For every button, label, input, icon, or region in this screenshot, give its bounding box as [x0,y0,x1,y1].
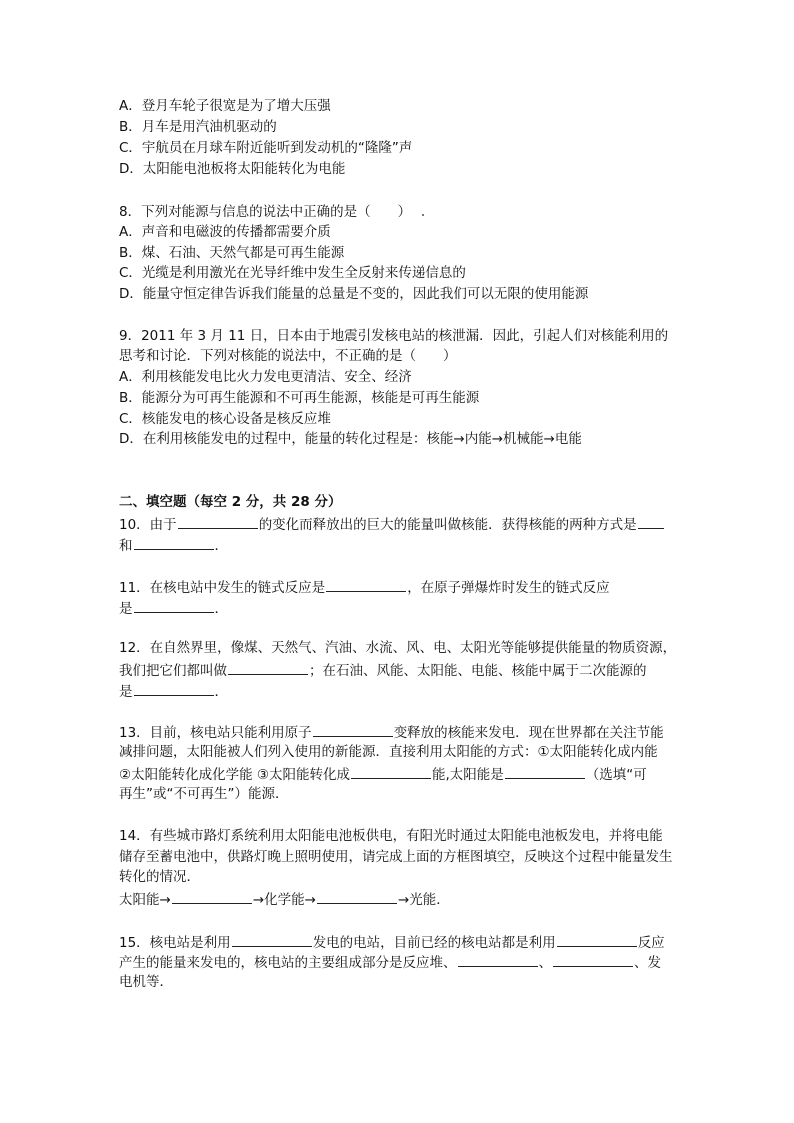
q12-text-d: ． [214,684,228,700]
q10-blank-2[interactable] [638,514,664,529]
q10-text-b: 的变化而释放出的巨大的能量叫做核能．获得核能的两种方式是 [258,517,637,533]
q11-blank-2[interactable] [134,598,214,613]
q11-text-b: ，在原子弹爆炸时发生的链式反应 [407,580,610,596]
q15-blank-4[interactable] [553,952,633,967]
q13-blank-1[interactable] [313,722,393,737]
q15-text-d: 产生的能量来发电的，核电站的主要组成部分是反应堆、 [119,955,457,971]
q13-text-c: ②太阳能转化成化学能 ③太阳能转化成 [119,767,350,783]
q8-option-c: C．光缆是利用激光在光导纤维中发生全反射来传递信息的 [119,265,466,281]
q13-line2: 减排问题，太阳能被人们列入使用的新能源．直接利用太阳能的方式：①太阳能转化成内能 [119,744,658,760]
q11-line1 [119,577,610,597]
q7-option-d: D．太阳能电池板将太阳能转化为电能 [119,161,346,177]
q10-line1 [119,514,665,534]
q10-blank-1[interactable] [178,514,258,529]
q14-text-b: →化学能→ [252,892,316,908]
q15-line2 [119,952,661,972]
q14-line4 [119,889,450,909]
q15-blank-1[interactable] [232,932,312,947]
q12-line1: 12．在自然界里，像煤、天然气、汽油、水流、风、电、太阳光等能够提供能量的物质资源， [119,640,677,656]
q9-stem-line1: 9．2011 年 3 月 11 日，日本由于地震引发核电站的核泄漏．因此，引起人们对核能利用的 [119,328,669,344]
q11-text-d: ． [214,601,228,617]
q12-text-c: 是 [119,684,133,700]
q15-blank-2[interactable] [557,932,637,947]
scan-speck [422,214,424,216]
q12-blank-1[interactable] [228,660,308,675]
q13-line3 [119,764,647,784]
q14-line2: 储存至蓄电池中，供路灯晚上照明使用，请完成上面的方框图填空，反映这个过程中能量发生 [119,849,673,865]
q14-line3: 转化的情况． [119,869,200,885]
q8-stem: 8．下列对能源与信息的说法中正确的是（ ） [119,204,412,220]
q11-blank-1[interactable] [326,577,406,592]
q13-blank-2[interactable] [351,764,431,779]
q14-blank-1[interactable] [172,889,252,904]
q12-line2 [119,660,647,680]
q7-option-a: A．登月车轮子很宽是为了增大压强 [119,98,331,114]
q10-text-a: 10．由于 [119,517,177,533]
q12-text-b: ；在石油、风能、太阳能、电能、核能中属于二次能源的 [309,663,647,679]
q14-blank-2[interactable] [317,889,397,904]
q8-option-b: B．煤、石油、天然气都是可再生能源 [119,245,345,261]
q9-stem-line2: 思考和讨论．下列对核能的说法中，不正确的是（ ） [119,348,457,364]
q13-line1 [119,722,664,742]
q15-text-f: 、发 [634,955,661,971]
q12-line3 [119,681,228,701]
q8-option-a: A．声音和电磁波的传播都需要介质 [119,224,331,240]
q10-blank-3[interactable] [134,535,214,550]
q10-text-d: ． [214,538,228,554]
q13-line4: 再生”或“不可再生”）能源． [119,786,289,802]
q13-text-a: 13．目前，核电站只能利用原子 [119,725,312,741]
q15-text-e: 、 [538,955,552,971]
q9-option-a: A．利用核能发电比火力发电更清洁、安全、经济 [119,369,412,385]
q12-blank-2[interactable] [134,681,214,696]
q7-option-b: B．月车是用汽油机驱动的 [119,119,277,135]
q11-text-a: 11．在核电站中发生的链式反应是 [119,580,326,596]
q11-text-c: 是 [119,601,133,617]
q7-option-c: C．宇航员在月球车附近能听到发动机的“隆隆”声 [119,140,413,156]
q15-text-c: 反应 [637,935,665,951]
q12-text-a: 我们把它们都叫做 [119,663,227,679]
q10-text-c: 和 [119,538,133,554]
q14-line1: 14．有些城市路灯系统利用太阳能电池板供电，有阳光时通过太阳能电池板发电，并将电能 [119,828,663,844]
q13-text-d: 能,太阳能是 [432,767,504,783]
q15-blank-3[interactable] [458,952,538,967]
q14-text-a: 太阳能→ [119,892,171,908]
q8-option-d: D．能量守恒定律告诉我们能量的总量是不变的，因此我们可以无限的使用能源 [119,286,589,302]
section-heading: 二、填空题（每空 2 分，共 28 分） [119,494,342,510]
q15-text-b: 发电的电站，目前已经的核电站都是利用 [312,935,556,951]
q11-line2 [119,598,228,618]
q14-text-c: →光能． [397,892,450,908]
q13-blank-3[interactable] [505,764,585,779]
q9-option-c: C．核能发电的核心设备是核反应堆 [119,411,331,427]
q9-option-b: B．能源分为可再生能源和不可再生能源，核能是可再生能源 [119,390,480,406]
q15-line1 [119,932,665,952]
q10-line2 [119,535,228,555]
q15-text-a: 15．核电站是利用 [119,935,231,951]
q13-text-e: （选填“可 [585,767,647,783]
q9-option-d: D．在利用核能发电的过程中，能量的转化过程是：核能→内能→机械能→电能 [119,431,582,447]
q13-text-b: 变释放的核能来发电．现在世界都在关注节能 [393,725,664,741]
q15-line3: 电机等． [119,974,173,990]
